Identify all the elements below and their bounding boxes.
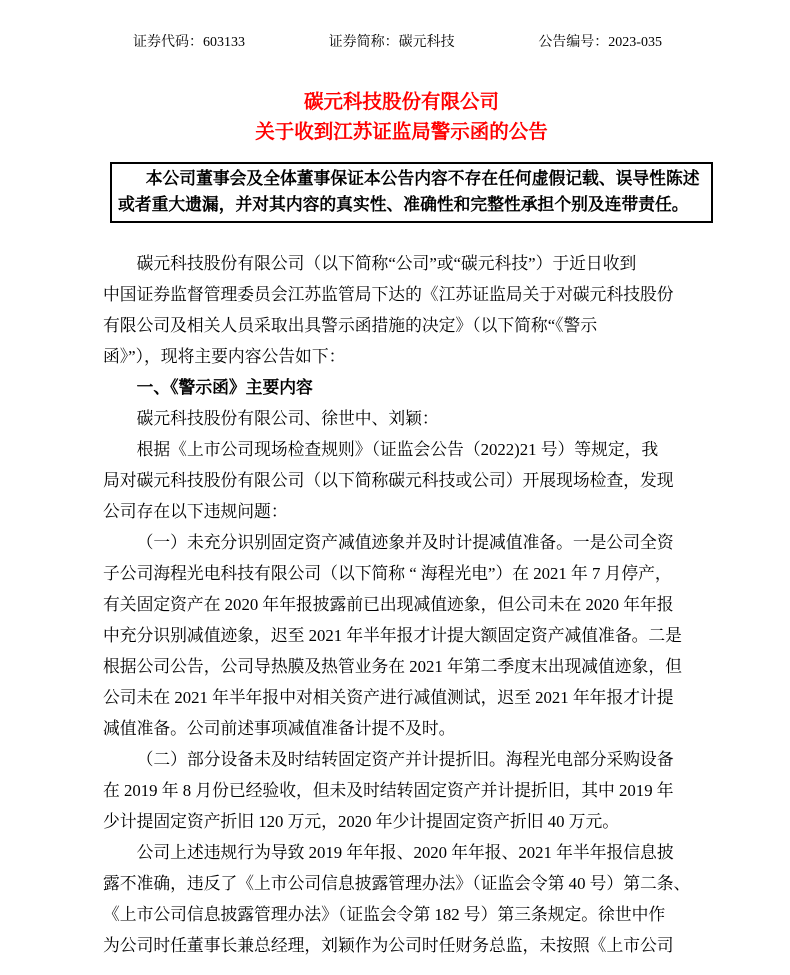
body-paragraph [103, 248, 700, 372]
paragraph-line: 根据公司公告，公司导热膜及热管业务在 2021 年第二季度末出现减值迹象，但 [103, 657, 682, 676]
paragraph-line: 为公司时任董事长兼总经理，刘颖作为公司时任财务总监，未按照《上市公司 [103, 936, 674, 955]
announcement-subject-title: 关于收到江苏证监局警示函的公告 [255, 121, 548, 143]
paragraph-line: 函》”），现将主要内容公告如下： [103, 347, 346, 366]
stock-abbr-text: 证券简称：碳元科技 [328, 35, 455, 50]
disclaimer-line: 本公司董事会及全体董事保证本公告内容不存在任何虚假记载、误导性陈述 [145, 169, 700, 188]
announcement-body [103, 248, 700, 961]
paragraph-line: 减值准备。公司前述事项减值准备计提不及时。 [103, 719, 456, 738]
body-paragraph [103, 744, 700, 837]
paragraph-line: 露不准确，违反了《上市公司信息披露管理办法》（证监会令第 40 号）第二条、 [103, 874, 691, 893]
paragraph-line: 子公司海程光电科技有限公司（以下简称 “ 海程光电”）在 2021 年 7 月停产， [103, 564, 672, 583]
paragraph-line: 在 2019 年 8 月份已经验收，但未及时结转固定资产并计提折旧，其中 2019 年 [103, 781, 674, 800]
body-paragraph [103, 434, 700, 527]
disclaimer-line: 或者重大遗漏，并对其内容的真实性、准确性和完整性承担个别及连带责任。 [118, 195, 689, 214]
stock-code-text: 证券代码：603133 [133, 35, 245, 50]
paragraph-line: 碳元科技股份有限公司（以下简称“公司”或“碳元科技”）于近日收到 [136, 254, 637, 273]
announcement-number-text: 公告编号：2023-035 [538, 35, 662, 50]
paragraph-line: 局对碳元科技股份有限公司（以下简称碳元科技或公司）开展现场检查，发现 [103, 471, 674, 490]
paragraph-line: 公司上述违规行为导致 2019 年年报、2020 年年报、2021 年半年报信息披 [136, 843, 674, 862]
paragraph-line: （二）部分设备未及时结转固定资产并计提折旧。海程光电部分采购设备 [136, 750, 674, 769]
paragraph-line: （一）未充分识别固定资产减值迹象并及时计提减值准备。一是公司全资 [136, 533, 674, 552]
section-heading [103, 372, 700, 403]
paragraph-line: 中充分识别减值迹象，迟至 2021 年半年报才计提大额固定资产减值准备。二是 [103, 626, 682, 645]
paragraph-line: 《上市公司信息披露管理办法》（证监会令第 182 号）第三条规定。徐世中作 [103, 905, 666, 924]
body-paragraph [103, 403, 700, 434]
paragraph-line: 有限公司及相关人员采取出具警示函措施的决定》（以下简称“《警示 [103, 316, 598, 335]
company-name-title: 碳元科技股份有限公司 [303, 92, 499, 113]
body-paragraph [103, 527, 700, 744]
board-disclaimer-box [110, 162, 713, 223]
paragraph-line: 中国证券监督管理委员会江苏监管局下达的《江苏证监局关于对碳元科技股份 [103, 285, 674, 304]
paragraph-line: 公司存在以下违规问题： [103, 502, 288, 521]
paragraph-line: 根据《上市公司现场检查规则》（证监会公告（2022)21 号）等规定，我 [136, 440, 659, 459]
body-paragraph [103, 837, 700, 961]
securities-header [103, 34, 700, 51]
paragraph-line: 有关固定资产在 2020 年年报披露前已出现减值迹象，但公司未在 2020 年年报 [103, 595, 674, 614]
document-title [103, 88, 700, 147]
paragraph-line: 碳元科技股份有限公司、徐世中、刘颖： [136, 409, 439, 428]
paragraph-line: 公司未在 2021 年半年报中对相关资产进行减值测试，迟至 2021 年年报才计提 [103, 688, 674, 707]
heading-line: 一、《警示函》主要内容 [136, 378, 313, 397]
paragraph-line: 少计提固定资产折旧 120 万元，2020 年少计提固定资产折旧 40 万元。 [103, 812, 620, 831]
